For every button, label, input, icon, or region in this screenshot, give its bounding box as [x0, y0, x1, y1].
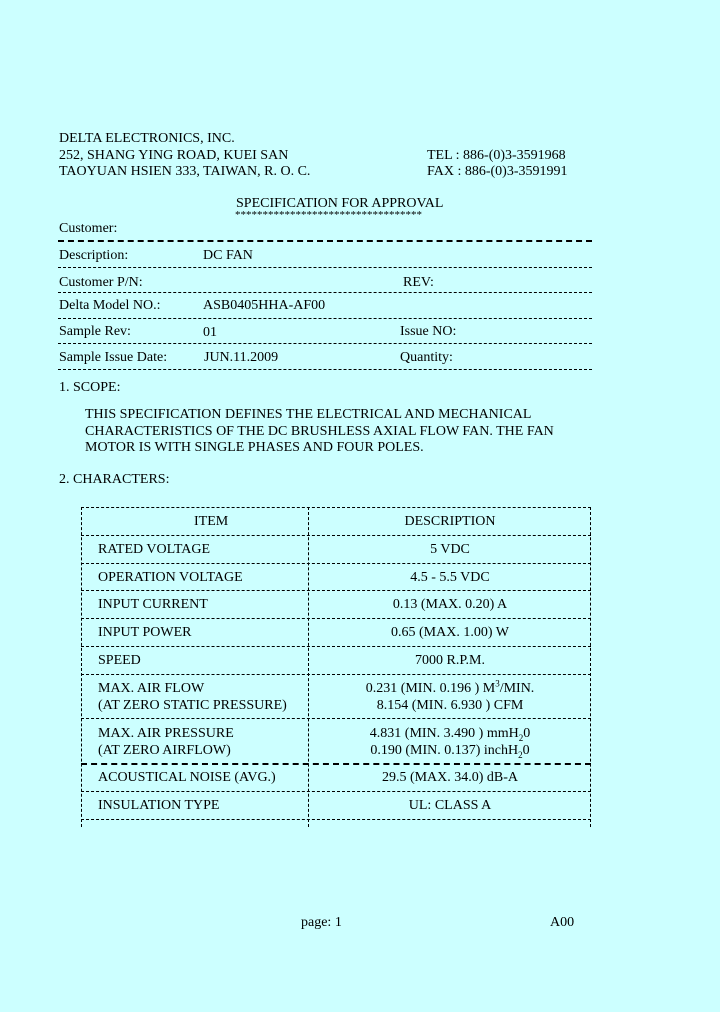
column-header-item: ITEM: [194, 514, 229, 529]
company-address-line1: 252, SHANG YING ROAD, KUEI SAN: [59, 148, 289, 163]
table-cell-item: ACOUSTICAL NOISE (AVG.): [98, 770, 276, 785]
table-row-line: [81, 718, 591, 719]
scope-heading: 1. SCOPE:: [59, 380, 121, 395]
company-fax: FAX : 886-(0)3-3591991: [427, 164, 568, 179]
scope-line: CHARACTERISTICS OF THE DC BRUSHLESS AXIAL FLOW FAN. THE FAN: [85, 424, 554, 439]
table-cell-desc: 0.231 (MIN. 0.196 ) $M^3$/MIN.: [365, 678, 535, 696]
issue-date-value: JUN.11.2009: [204, 350, 279, 365]
table-cell-item: RATED VOLTAGE: [98, 542, 211, 557]
table-cell-item: INPUT POWER: [98, 625, 192, 640]
quantity-label: Quantity:: [400, 350, 453, 365]
divider: [58, 343, 592, 344]
table-cell-item: INSULATION TYPE: [98, 798, 220, 813]
table-cell-item: OPERATION VOLTAGE: [98, 570, 243, 585]
customer-pn-label: Customer P/N:: [59, 275, 143, 290]
table-row-line: [81, 535, 591, 536]
company-address-line2: TAOYUAN HSIEN 333, TAIWAN, R. O. C.: [59, 164, 311, 179]
table-cell-item: INPUT CURRENT: [98, 597, 208, 612]
sample-rev-value: 01: [203, 325, 217, 340]
table-border: [81, 507, 82, 827]
divider: [58, 292, 592, 293]
table-row-line: [81, 674, 591, 675]
table-cell-desc: UL: CLASS A: [408, 798, 492, 813]
issue-date-label: Sample Issue Date:: [59, 350, 168, 365]
description-value: DC FAN: [203, 248, 253, 263]
table-cell-desc: 4.831 (MIN. 3.490 ) mmH$_2$0: [369, 726, 531, 743]
table-cell-desc: 5 VDC: [430, 542, 470, 557]
table-row-line: [81, 563, 591, 564]
title-underline: **********************************: [235, 209, 422, 221]
table-cell-desc: 0.65 (MAX. 1.00) W: [391, 625, 509, 640]
table-row-line: [81, 590, 591, 591]
table-cell-desc: 7000 R.P.M.: [414, 653, 486, 668]
description-label: Description:: [59, 248, 129, 263]
sample-rev-label: Sample Rev:: [59, 324, 131, 339]
document-code: A00: [550, 915, 575, 930]
company-name: DELTA ELECTRONICS, INC.: [59, 131, 235, 146]
page-number: page: 1: [301, 915, 342, 930]
table-cell-desc: 0.190 (MIN. 0.137) inchH$_2$0: [370, 743, 530, 760]
table-cell-item: (AT ZERO AIRFLOW): [98, 743, 231, 758]
divider: [58, 267, 592, 268]
model-label: Delta Model NO.:: [59, 298, 161, 313]
table-row-line: [81, 819, 591, 820]
table-cell-item: SPEED: [98, 653, 141, 668]
document-title: SPECIFICATION FOR APPROVAL: [236, 196, 444, 211]
table-cell-desc: 8.154 (MIN. 6.930 ) CFM: [376, 698, 524, 713]
table-row-line: [81, 763, 591, 765]
characters-table: [81, 507, 591, 827]
divider: [58, 369, 592, 370]
issue-no-label: Issue NO:: [400, 324, 457, 339]
table-row-line: [81, 618, 591, 619]
customer-label: Customer:: [59, 221, 118, 236]
table-cell-desc: 0.13 (MAX. 0.20) A: [392, 597, 508, 612]
table-cell-item: (AT ZERO STATIC PRESSURE): [98, 698, 287, 713]
divider: [58, 318, 592, 319]
company-tel: TEL : 886-(0)3-3591968: [427, 148, 566, 163]
scope-line: MOTOR IS WITH SINGLE PHASES AND FOUR POLES.: [85, 440, 424, 455]
table-cell-desc: 29.5 (MAX. 34.0) dB-A: [381, 770, 519, 785]
characters-heading: 2. CHARACTERS:: [59, 472, 170, 487]
table-cell-item: MAX. AIR FLOW: [98, 681, 205, 696]
table-cell-item: MAX. AIR PRESSURE: [98, 726, 234, 741]
table-cell-desc: 4.5 - 5.5 VDC: [410, 570, 490, 585]
rev-label: REV:: [403, 275, 434, 290]
model-value: ASB0405HHA-AF00: [203, 298, 326, 313]
table-row-line: [81, 646, 591, 647]
table-row-line: [81, 791, 591, 792]
column-header-description: DESCRIPTION: [404, 514, 496, 529]
scope-line: THIS SPECIFICATION DEFINES THE ELECTRICAL AND MECHANICAL: [85, 407, 532, 422]
table-row-line: [81, 507, 591, 508]
divider: [58, 240, 592, 242]
